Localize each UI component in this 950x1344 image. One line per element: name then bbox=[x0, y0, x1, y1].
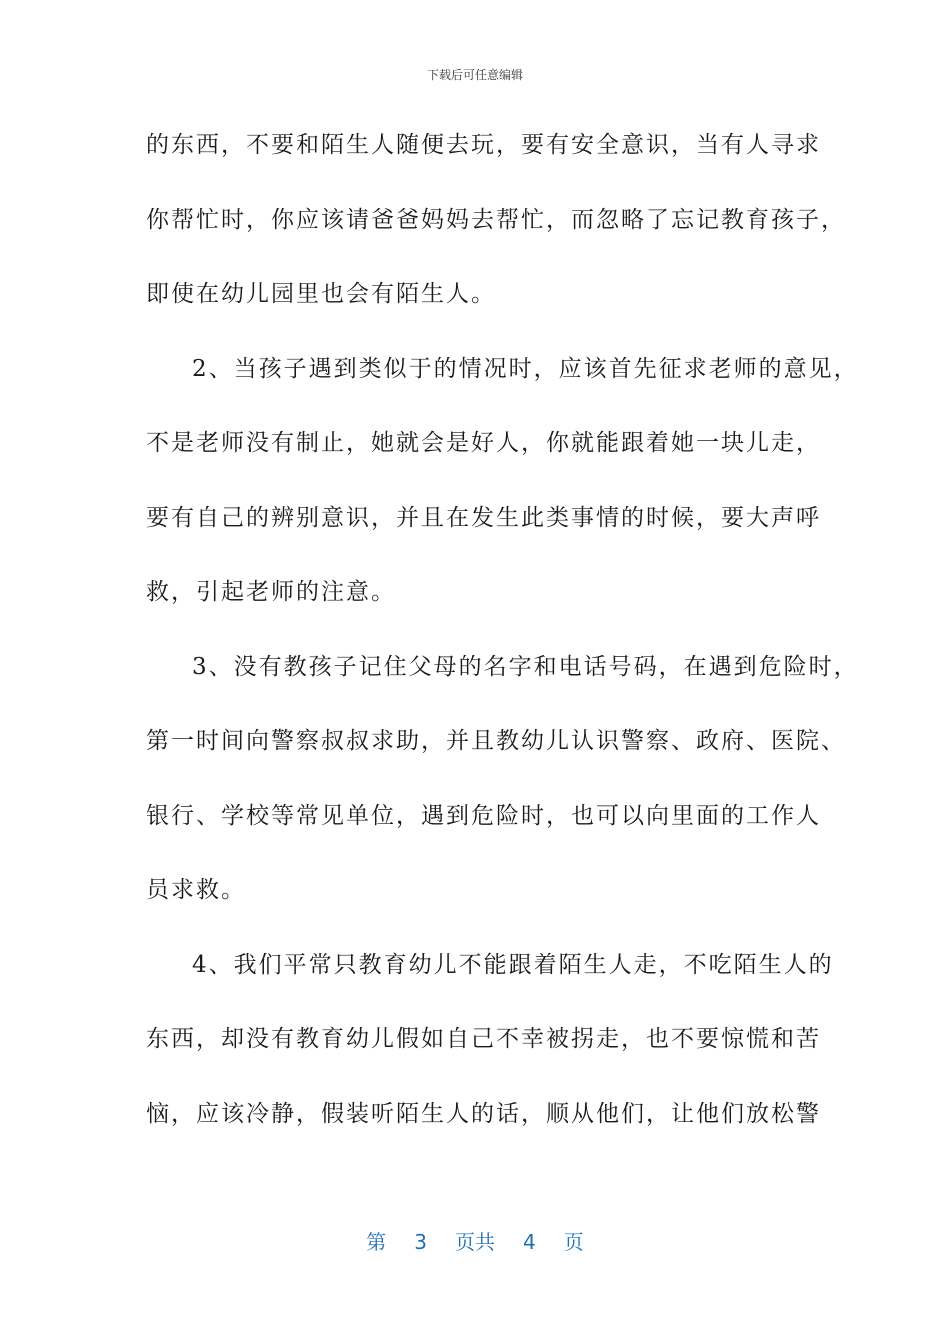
page-header: 下载后可任意编辑 bbox=[426, 68, 523, 82]
paragraph-line: 即使在幼儿园里也会有陌生人。 bbox=[146, 281, 496, 307]
paragraph-line: 要有自己的辨别意识，并且在发生此类事情的时候，要大声呼 bbox=[146, 504, 821, 531]
paragraph-line: 员求救。 bbox=[146, 877, 246, 903]
document-body bbox=[146, 130, 859, 1173]
paragraph-line: 你帮忙时，你应该请爸爸妈妈去帮忙，而忽略了忘记教育孩子， bbox=[146, 206, 846, 233]
current-page-number: 3 bbox=[414, 1230, 427, 1254]
paragraph-line: 的东西，不要和陌生人随便去玩，要有安全意识，当有人寻求 bbox=[146, 132, 821, 158]
paragraph-line: 3、没有教孩子记住父母的名字和电话号码，在遇到危险时， bbox=[192, 653, 859, 680]
paragraph-line: 银行、学校等常见单位，遇到危险时，也可以向里面的工作人 bbox=[146, 802, 821, 829]
page-footer bbox=[0, 1226, 950, 1255]
paragraph-line: 4、我们平常只教育幼儿不能跟着陌生人走，不吃陌生人的 bbox=[192, 951, 834, 978]
paragraph-line: 第一时间向警察叔叔求助，并且教幼儿认识警察、政府、医院、 bbox=[146, 728, 846, 754]
paragraph-line: 2、当孩子遇到类似于的情况时，应该首先征求老师的意见， bbox=[192, 355, 859, 382]
paragraph-line: 恼，应该冷静，假装听陌生人的话，顺从他们，让他们放松警 bbox=[146, 1100, 821, 1127]
total-page-number: 4 bbox=[523, 1230, 536, 1254]
paragraph-line: 东西，却没有教育幼儿假如自己不幸被拐走，也不要惊慌和苦 bbox=[146, 1026, 821, 1052]
paragraph-line: 救，引起老师的注意。 bbox=[146, 579, 396, 605]
footer-prefix: 第 bbox=[366, 1230, 387, 1254]
footer-middle: 页共 bbox=[455, 1230, 495, 1254]
footer-suffix: 页 bbox=[563, 1230, 584, 1254]
paragraph-line: 不是老师没有制止，她就会是好人，你就能跟着她一块儿走， bbox=[146, 430, 821, 456]
